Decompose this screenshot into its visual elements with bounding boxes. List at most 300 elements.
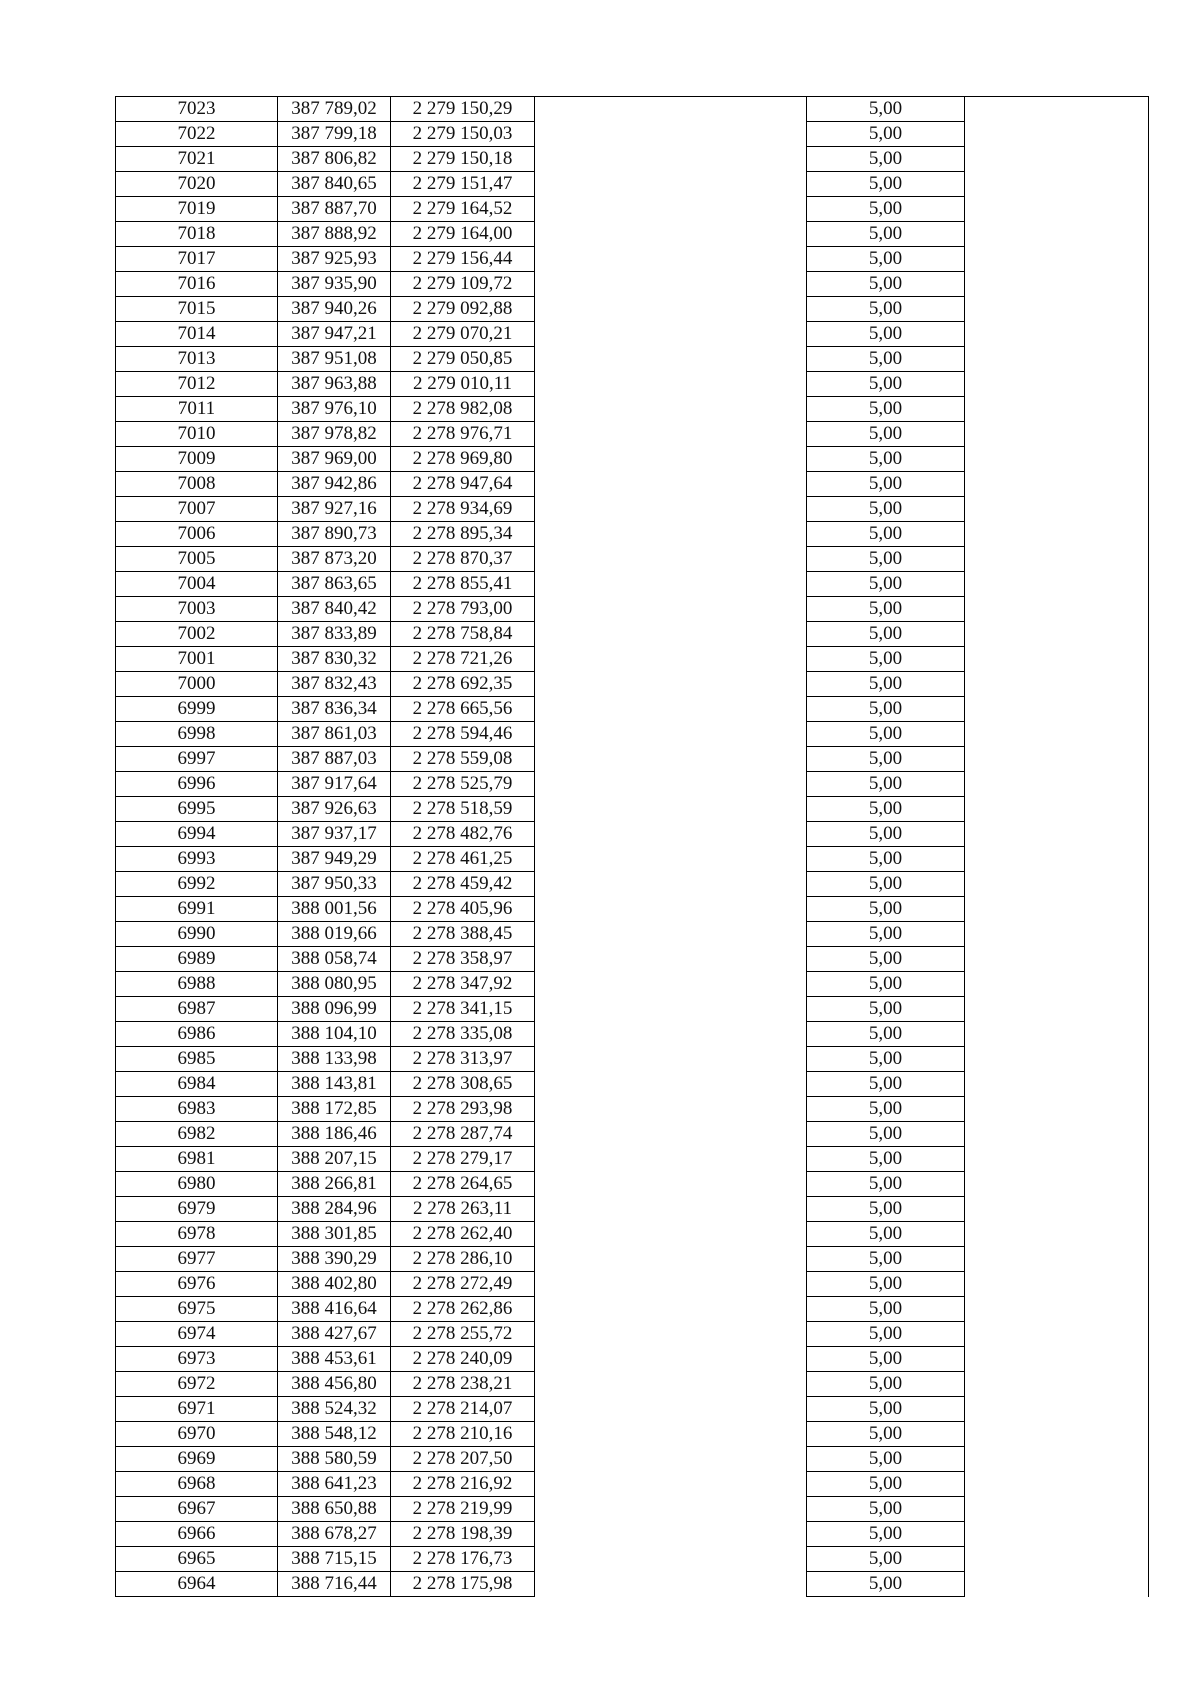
table-row: [116, 947, 1149, 972]
x-coordinate-cell: 387 935,90: [278, 272, 391, 297]
empty-cell: [535, 872, 807, 897]
empty-cell: [965, 1372, 1149, 1397]
x-coordinate-cell: 387 873,20: [278, 547, 391, 572]
point-number-cell: 6967: [116, 1497, 278, 1522]
x-coordinate-cell: 388 453,61: [278, 1347, 391, 1372]
x-coordinate-cell: 387 832,43: [278, 672, 391, 697]
accuracy-cell: 5,00: [807, 147, 965, 172]
accuracy-cell: 5,00: [807, 497, 965, 522]
accuracy-cell: 5,00: [807, 522, 965, 547]
y-coordinate-cell: 2 278 388,45: [391, 922, 535, 947]
table-row: [116, 622, 1149, 647]
table-row: [116, 1547, 1149, 1572]
y-coordinate-cell: 2 278 216,92: [391, 1472, 535, 1497]
accuracy-cell: 5,00: [807, 872, 965, 897]
table-row: [116, 822, 1149, 847]
table-row: [116, 1297, 1149, 1322]
empty-cell: [535, 547, 807, 572]
table-row: [116, 1272, 1149, 1297]
point-number-cell: 7007: [116, 497, 278, 522]
point-number-cell: 7012: [116, 372, 278, 397]
accuracy-cell: 5,00: [807, 422, 965, 447]
empty-cell: [965, 1122, 1149, 1147]
point-number-cell: 7009: [116, 447, 278, 472]
point-number-cell: 6975: [116, 1297, 278, 1322]
y-coordinate-cell: 2 279 070,21: [391, 322, 535, 347]
empty-cell: [965, 1472, 1149, 1497]
accuracy-cell: 5,00: [807, 172, 965, 197]
empty-cell: [965, 1522, 1149, 1547]
empty-cell: [965, 1172, 1149, 1197]
empty-cell: [965, 122, 1149, 147]
empty-cell: [965, 997, 1149, 1022]
empty-cell: [965, 1072, 1149, 1097]
empty-cell: [535, 797, 807, 822]
y-coordinate-cell: 2 278 262,86: [391, 1297, 535, 1322]
empty-cell: [535, 572, 807, 597]
point-number-cell: 6982: [116, 1122, 278, 1147]
y-coordinate-cell: 2 278 855,41: [391, 572, 535, 597]
empty-cell: [965, 372, 1149, 397]
empty-cell: [535, 1572, 807, 1597]
accuracy-cell: 5,00: [807, 1447, 965, 1472]
y-coordinate-cell: 2 279 150,29: [391, 97, 535, 122]
empty-cell: [965, 1222, 1149, 1247]
table-row: [116, 472, 1149, 497]
empty-cell: [535, 1422, 807, 1447]
x-coordinate-cell: 387 863,65: [278, 572, 391, 597]
y-coordinate-cell: 2 279 109,72: [391, 272, 535, 297]
point-number-cell: 6993: [116, 847, 278, 872]
table-row: [116, 197, 1149, 222]
accuracy-cell: 5,00: [807, 97, 965, 122]
empty-cell: [535, 622, 807, 647]
x-coordinate-cell: 388 402,80: [278, 1272, 391, 1297]
empty-cell: [965, 272, 1149, 297]
empty-cell: [965, 822, 1149, 847]
y-coordinate-cell: 2 278 308,65: [391, 1072, 535, 1097]
accuracy-cell: 5,00: [807, 1497, 965, 1522]
empty-cell: [965, 1347, 1149, 1372]
table-row: [116, 1147, 1149, 1172]
y-coordinate-cell: 2 278 279,17: [391, 1147, 535, 1172]
accuracy-cell: 5,00: [807, 1122, 965, 1147]
table-row: [116, 522, 1149, 547]
x-coordinate-cell: 387 830,32: [278, 647, 391, 672]
accuracy-cell: 5,00: [807, 1547, 965, 1572]
table-row: [116, 122, 1149, 147]
point-number-cell: 7022: [116, 122, 278, 147]
table-row: [116, 747, 1149, 772]
y-coordinate-cell: 2 278 175,98: [391, 1572, 535, 1597]
table-row: [116, 1022, 1149, 1047]
x-coordinate-cell: 388 172,85: [278, 1097, 391, 1122]
x-coordinate-cell: 387 925,93: [278, 247, 391, 272]
x-coordinate-cell: 387 927,16: [278, 497, 391, 522]
point-number-cell: 6979: [116, 1197, 278, 1222]
table-row: [116, 1447, 1149, 1472]
y-coordinate-cell: 2 279 010,11: [391, 372, 535, 397]
table-row: [116, 372, 1149, 397]
table-row: [116, 1397, 1149, 1422]
empty-cell: [965, 1147, 1149, 1172]
empty-cell: [965, 772, 1149, 797]
empty-cell: [965, 1197, 1149, 1222]
empty-cell: [965, 597, 1149, 622]
empty-cell: [535, 497, 807, 522]
empty-cell: [965, 797, 1149, 822]
y-coordinate-cell: 2 278 214,07: [391, 1397, 535, 1422]
empty-cell: [965, 897, 1149, 922]
table-row: [116, 1372, 1149, 1397]
empty-cell: [965, 1297, 1149, 1322]
x-coordinate-cell: 387 887,03: [278, 747, 391, 772]
empty-cell: [965, 872, 1149, 897]
point-number-cell: 6981: [116, 1147, 278, 1172]
empty-cell: [535, 322, 807, 347]
y-coordinate-cell: 2 278 272,49: [391, 1272, 535, 1297]
x-coordinate-cell: 388 207,15: [278, 1147, 391, 1172]
y-coordinate-cell: 2 278 293,98: [391, 1097, 535, 1122]
empty-cell: [535, 397, 807, 422]
x-coordinate-cell: 388 019,66: [278, 922, 391, 947]
empty-cell: [965, 1097, 1149, 1122]
point-number-cell: 7000: [116, 672, 278, 697]
table-row: [116, 497, 1149, 522]
accuracy-cell: 5,00: [807, 1047, 965, 1072]
empty-cell: [965, 1047, 1149, 1072]
accuracy-cell: 5,00: [807, 1147, 965, 1172]
empty-cell: [535, 1522, 807, 1547]
accuracy-cell: 5,00: [807, 547, 965, 572]
y-coordinate-cell: 2 278 692,35: [391, 672, 535, 697]
accuracy-cell: 5,00: [807, 772, 965, 797]
x-coordinate-cell: 387 937,17: [278, 822, 391, 847]
table-row: [116, 247, 1149, 272]
x-coordinate-cell: 387 833,89: [278, 622, 391, 647]
x-coordinate-cell: 388 143,81: [278, 1072, 391, 1097]
empty-cell: [965, 472, 1149, 497]
accuracy-cell: 5,00: [807, 1397, 965, 1422]
accuracy-cell: 5,00: [807, 472, 965, 497]
x-coordinate-cell: 387 969,00: [278, 447, 391, 472]
point-number-cell: 6964: [116, 1572, 278, 1597]
empty-cell: [965, 147, 1149, 172]
empty-cell: [535, 722, 807, 747]
table-row: [116, 1422, 1149, 1447]
accuracy-cell: 5,00: [807, 347, 965, 372]
accuracy-cell: 5,00: [807, 922, 965, 947]
empty-cell: [965, 847, 1149, 872]
point-number-cell: 6989: [116, 947, 278, 972]
accuracy-cell: 5,00: [807, 1372, 965, 1397]
empty-cell: [535, 522, 807, 547]
y-coordinate-cell: 2 278 594,46: [391, 722, 535, 747]
empty-cell: [535, 1497, 807, 1522]
x-coordinate-cell: 387 963,88: [278, 372, 391, 397]
empty-cell: [965, 1247, 1149, 1272]
point-number-cell: 7014: [116, 322, 278, 347]
point-number-cell: 7013: [116, 347, 278, 372]
empty-cell: [535, 472, 807, 497]
x-coordinate-cell: 388 416,64: [278, 1297, 391, 1322]
accuracy-cell: 5,00: [807, 622, 965, 647]
table-row: [116, 1072, 1149, 1097]
y-coordinate-cell: 2 278 461,25: [391, 847, 535, 872]
table-row: [116, 422, 1149, 447]
point-number-cell: 7004: [116, 572, 278, 597]
accuracy-cell: 5,00: [807, 972, 965, 997]
point-number-cell: 7008: [116, 472, 278, 497]
table-row: [116, 972, 1149, 997]
empty-cell: [535, 1147, 807, 1172]
empty-cell: [965, 172, 1149, 197]
table-row: [116, 1172, 1149, 1197]
table-row: [116, 647, 1149, 672]
accuracy-cell: 5,00: [807, 1297, 965, 1322]
point-number-cell: 7019: [116, 197, 278, 222]
accuracy-cell: 5,00: [807, 1072, 965, 1097]
empty-cell: [535, 1472, 807, 1497]
y-coordinate-cell: 2 278 176,73: [391, 1547, 535, 1572]
x-coordinate-cell: 388 104,10: [278, 1022, 391, 1047]
y-coordinate-cell: 2 278 518,59: [391, 797, 535, 822]
empty-cell: [965, 447, 1149, 472]
empty-cell: [535, 272, 807, 297]
point-number-cell: 7018: [116, 222, 278, 247]
empty-cell: [535, 772, 807, 797]
table-row: [116, 672, 1149, 697]
point-number-cell: 6997: [116, 747, 278, 772]
empty-cell: [535, 1347, 807, 1372]
point-number-cell: 6995: [116, 797, 278, 822]
table-row: [116, 547, 1149, 572]
y-coordinate-cell: 2 278 198,39: [391, 1522, 535, 1547]
point-number-cell: 6978: [116, 1222, 278, 1247]
x-coordinate-cell: 387 799,18: [278, 122, 391, 147]
point-number-cell: 6986: [116, 1022, 278, 1047]
point-number-cell: 6994: [116, 822, 278, 847]
empty-cell: [535, 1022, 807, 1047]
empty-cell: [535, 347, 807, 372]
empty-cell: [965, 1447, 1149, 1472]
empty-cell: [535, 1122, 807, 1147]
x-coordinate-cell: 388 641,23: [278, 1472, 391, 1497]
accuracy-cell: 5,00: [807, 1347, 965, 1372]
y-coordinate-cell: 2 279 092,88: [391, 297, 535, 322]
empty-cell: [965, 647, 1149, 672]
x-coordinate-cell: 388 080,95: [278, 972, 391, 997]
empty-cell: [535, 1447, 807, 1472]
y-coordinate-cell: 2 278 347,92: [391, 972, 535, 997]
empty-cell: [965, 422, 1149, 447]
table-row: [116, 797, 1149, 822]
empty-cell: [965, 347, 1149, 372]
empty-cell: [965, 322, 1149, 347]
point-number-cell: 6996: [116, 772, 278, 797]
point-number-cell: 6966: [116, 1522, 278, 1547]
accuracy-cell: 5,00: [807, 322, 965, 347]
table-row: [116, 722, 1149, 747]
point-number-cell: 6980: [116, 1172, 278, 1197]
y-coordinate-cell: 2 279 156,44: [391, 247, 535, 272]
x-coordinate-cell: 388 096,99: [278, 997, 391, 1022]
accuracy-cell: 5,00: [807, 222, 965, 247]
x-coordinate-cell: 387 949,29: [278, 847, 391, 872]
point-number-cell: 6976: [116, 1272, 278, 1297]
point-number-cell: 6968: [116, 1472, 278, 1497]
table-row: [116, 1322, 1149, 1347]
accuracy-cell: 5,00: [807, 747, 965, 772]
table-row: [116, 572, 1149, 597]
x-coordinate-cell: 388 284,96: [278, 1197, 391, 1222]
y-coordinate-cell: 2 278 793,00: [391, 597, 535, 622]
table-row: [116, 447, 1149, 472]
y-coordinate-cell: 2 278 895,34: [391, 522, 535, 547]
point-number-cell: 7003: [116, 597, 278, 622]
empty-cell: [535, 922, 807, 947]
point-number-cell: 6998: [116, 722, 278, 747]
point-number-cell: 6988: [116, 972, 278, 997]
y-coordinate-cell: 2 278 665,56: [391, 697, 535, 722]
empty-cell: [965, 547, 1149, 572]
x-coordinate-cell: 387 976,10: [278, 397, 391, 422]
y-coordinate-cell: 2 279 150,18: [391, 147, 535, 172]
empty-cell: [535, 147, 807, 172]
empty-cell: [965, 1422, 1149, 1447]
empty-cell: [535, 1072, 807, 1097]
y-coordinate-cell: 2 278 405,96: [391, 897, 535, 922]
y-coordinate-cell: 2 278 219,99: [391, 1497, 535, 1522]
table-row: [116, 997, 1149, 1022]
x-coordinate-cell: 388 548,12: [278, 1422, 391, 1447]
point-number-cell: 6973: [116, 1347, 278, 1372]
x-coordinate-cell: 387 890,73: [278, 522, 391, 547]
accuracy-cell: 5,00: [807, 272, 965, 297]
point-number-cell: 7021: [116, 147, 278, 172]
accuracy-cell: 5,00: [807, 1022, 965, 1047]
accuracy-cell: 5,00: [807, 1422, 965, 1447]
table-row: [116, 322, 1149, 347]
empty-cell: [535, 1547, 807, 1572]
y-coordinate-cell: 2 279 050,85: [391, 347, 535, 372]
table-row: [116, 1047, 1149, 1072]
accuracy-cell: 5,00: [807, 897, 965, 922]
empty-cell: [965, 1497, 1149, 1522]
point-number-cell: 6969: [116, 1447, 278, 1472]
empty-cell: [535, 1222, 807, 1247]
empty-cell: [535, 447, 807, 472]
accuracy-cell: 5,00: [807, 1272, 965, 1297]
x-coordinate-cell: 388 427,67: [278, 1322, 391, 1347]
y-coordinate-cell: 2 278 559,08: [391, 747, 535, 772]
accuracy-cell: 5,00: [807, 1572, 965, 1597]
x-coordinate-cell: 387 978,82: [278, 422, 391, 447]
y-coordinate-cell: 2 278 870,37: [391, 547, 535, 572]
point-number-cell: 7017: [116, 247, 278, 272]
point-number-cell: 7006: [116, 522, 278, 547]
accuracy-cell: 5,00: [807, 1322, 965, 1347]
table-row: [116, 297, 1149, 322]
y-coordinate-cell: 2 278 934,69: [391, 497, 535, 522]
point-number-cell: 7023: [116, 97, 278, 122]
empty-cell: [535, 1397, 807, 1422]
x-coordinate-cell: 388 678,27: [278, 1522, 391, 1547]
empty-cell: [965, 722, 1149, 747]
point-number-cell: 6972: [116, 1372, 278, 1397]
point-number-cell: 6990: [116, 922, 278, 947]
x-coordinate-cell: 387 836,34: [278, 697, 391, 722]
point-number-cell: 6965: [116, 1547, 278, 1572]
x-coordinate-cell: 387 951,08: [278, 347, 391, 372]
accuracy-cell: 5,00: [807, 597, 965, 622]
empty-cell: [535, 197, 807, 222]
x-coordinate-cell: 388 301,85: [278, 1222, 391, 1247]
table-row: [116, 922, 1149, 947]
point-number-cell: 7016: [116, 272, 278, 297]
y-coordinate-cell: 2 278 207,50: [391, 1447, 535, 1472]
point-number-cell: 6992: [116, 872, 278, 897]
empty-cell: [535, 422, 807, 447]
point-number-cell: 7020: [116, 172, 278, 197]
point-number-cell: 7011: [116, 397, 278, 422]
table-row: [116, 1347, 1149, 1372]
accuracy-cell: 5,00: [807, 372, 965, 397]
empty-cell: [965, 747, 1149, 772]
y-coordinate-cell: 2 278 255,72: [391, 1322, 535, 1347]
point-number-cell: 6991: [116, 897, 278, 922]
y-coordinate-cell: 2 279 164,00: [391, 222, 535, 247]
empty-cell: [965, 222, 1149, 247]
accuracy-cell: 5,00: [807, 1247, 965, 1272]
point-number-cell: 6971: [116, 1397, 278, 1422]
empty-cell: [965, 397, 1149, 422]
empty-cell: [965, 697, 1149, 722]
x-coordinate-cell: 387 950,33: [278, 872, 391, 897]
empty-cell: [965, 622, 1149, 647]
empty-cell: [535, 222, 807, 247]
accuracy-cell: 5,00: [807, 447, 965, 472]
table-row: [116, 347, 1149, 372]
y-coordinate-cell: 2 279 164,52: [391, 197, 535, 222]
table-row: [116, 1097, 1149, 1122]
empty-cell: [535, 297, 807, 322]
y-coordinate-cell: 2 279 150,03: [391, 122, 535, 147]
table-row: [116, 1497, 1149, 1522]
empty-cell: [535, 672, 807, 697]
x-coordinate-cell: 387 806,82: [278, 147, 391, 172]
table-row: [116, 1522, 1149, 1547]
point-number-cell: 6974: [116, 1322, 278, 1347]
empty-cell: [535, 972, 807, 997]
accuracy-cell: 5,00: [807, 1522, 965, 1547]
x-coordinate-cell: 388 186,46: [278, 1122, 391, 1147]
table-row: [116, 697, 1149, 722]
table-row: [116, 1222, 1149, 1247]
y-coordinate-cell: 2 278 240,09: [391, 1347, 535, 1372]
point-number-cell: 7015: [116, 297, 278, 322]
y-coordinate-cell: 2 278 459,42: [391, 872, 535, 897]
accuracy-cell: 5,00: [807, 722, 965, 747]
accuracy-cell: 5,00: [807, 822, 965, 847]
point-number-cell: 6970: [116, 1422, 278, 1447]
accuracy-cell: 5,00: [807, 847, 965, 872]
x-coordinate-cell: 388 058,74: [278, 947, 391, 972]
table-row: [116, 597, 1149, 622]
empty-cell: [535, 597, 807, 622]
empty-cell: [535, 1322, 807, 1347]
accuracy-cell: 5,00: [807, 247, 965, 272]
